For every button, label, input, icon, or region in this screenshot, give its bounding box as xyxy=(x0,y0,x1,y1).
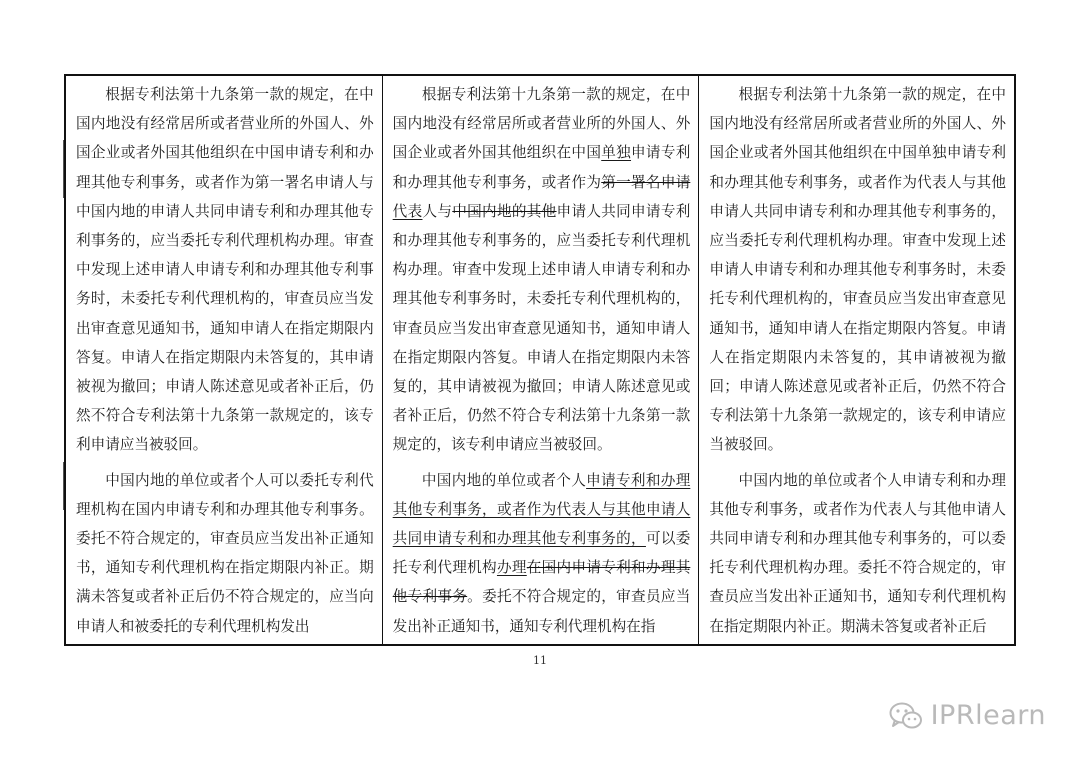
text-run: 中国内地的单位或者个人申请专利和办理其他专利事务，或者作为代表人与其他申请人共同申请专利和办理其他专利事务的，可以委托专利代理机构办理。委托不符合规定的，审查员应当发出补正通知书，通知专利代理机构在指定期限内补正。期满未答复或者补正后 xyxy=(709,471,1007,635)
text-run: 中国内地的单位或者个人可以委托专利代理机构在国内申请专利和办理其他专利事务。委托不符合规定的，审查员应当发出补正通知书，通知专利代理机构在指定期限内补正。期满未答复或者补正后仍不符合规定的，应当向申请人和被委托的专利代理机构发出 xyxy=(76,471,374,635)
text-run: 。委托不符合规定的，审查员应当发出补正通知书，通知专利代理机构在指 xyxy=(392,588,691,635)
paragraph xyxy=(76,466,374,641)
column-revised xyxy=(698,76,1014,644)
paragraph xyxy=(393,466,691,641)
watermark-text: IPRlearn xyxy=(930,700,1046,731)
inserted-text: 申请专利和办理其他专利事务，或者作为代表人与其他申请人共同申请专利和办理其他专利事务的， xyxy=(392,471,691,548)
deleted-text: 第一署名申请 xyxy=(601,173,691,191)
paragraph xyxy=(76,80,374,460)
text-run: 根据专利法第十九条第一款的规定，在中国内地没有经常居所或者营业所的外国人、外国企业或者外国其他组织在中国申请专利和办理其他专利事务，或者作为第一署名申请人与中国内地的申请人共同申请专利和办理其他专利事务的，应当委托专利代理机构办理。审查中发现上述申请人申请专利和办理其他专利事务时，未委托专利代理机构的，审查员应当发出审查意见通知书，通知申请人在指定期限内答复。申请人在指定期限内未答复的，其申请被视为撤回；申请人陈述意见或者补正后，仍然不符合专利法第十九条第一款规定的，该专利申请应当被驳回。 xyxy=(76,86,374,454)
column-revision-marked xyxy=(382,76,699,644)
deleted-text: 在国内申请专利和办理其他专利事务 xyxy=(392,559,691,606)
inserted-text: 单独 xyxy=(601,144,632,162)
inserted-text: 代表 xyxy=(392,202,423,220)
watermark xyxy=(889,700,1046,731)
revision-margin-mark xyxy=(63,462,64,510)
column-original xyxy=(66,76,382,644)
comparison-table xyxy=(64,74,1016,646)
text-run: 根据专利法第十九条第一款的规定，在中国内地没有经常居所或者营业所的外国人、外国企业或者外国其他组织在中国单独申请专利和办理其他专利事务，或者作为代表人与其他申请人共同申请专利和办理其他专利事务的，应当委托专利代理机构办理。审查中发现上述申请人申请专利和办理其他专利事务时，未委托专利代理机构的，审查员应当发出审查意见通知书，通知申请人在指定期限内答复。申请人在指定期限内未答复的，其申请被视为撤回；申请人陈述意见或者补正后，仍然不符合专利法第十九条第一款规定的，该专利申请应当被驳回。 xyxy=(709,86,1007,454)
text-run: 中国内地的单位或者个人 xyxy=(421,471,587,489)
inserted-text: 办理 xyxy=(496,559,527,577)
text-run: 申请专利和办理其他专利事务，或者作为 xyxy=(392,144,691,191)
revision-margin-mark xyxy=(63,140,64,198)
paragraph xyxy=(709,80,1006,460)
paragraph xyxy=(393,80,691,460)
wechat-icon xyxy=(889,701,923,731)
text-run: 申请人共同申请专利和办理其他专利事务的，应当委托专利代理机构办理。审查中发现上述申请人申请专利和办理其他专利事务时，未委托专利代理机构的，审查员应当发出审查意见通知书，通知申请人在指定期限内答复。申请人在指定期限内未答复的，其申请被视为撤回；申请人陈述意见或者补正后，仍然不符合专利法第十九条第一款规定的，该专利申请应当被驳回。 xyxy=(392,202,691,454)
paragraph xyxy=(709,466,1006,641)
page-number: 11 xyxy=(533,654,547,667)
deleted-text: 中国内地的其他 xyxy=(452,202,557,220)
text-run: 可以委托专利代理机构 xyxy=(392,530,691,577)
text-run: 根据专利法第十九条第一款的规定，在中国内地没有经常居所或者营业所的外国人、外国企业或者外国其他组织在中国 xyxy=(392,86,691,162)
text-run: 人与 xyxy=(422,202,453,220)
